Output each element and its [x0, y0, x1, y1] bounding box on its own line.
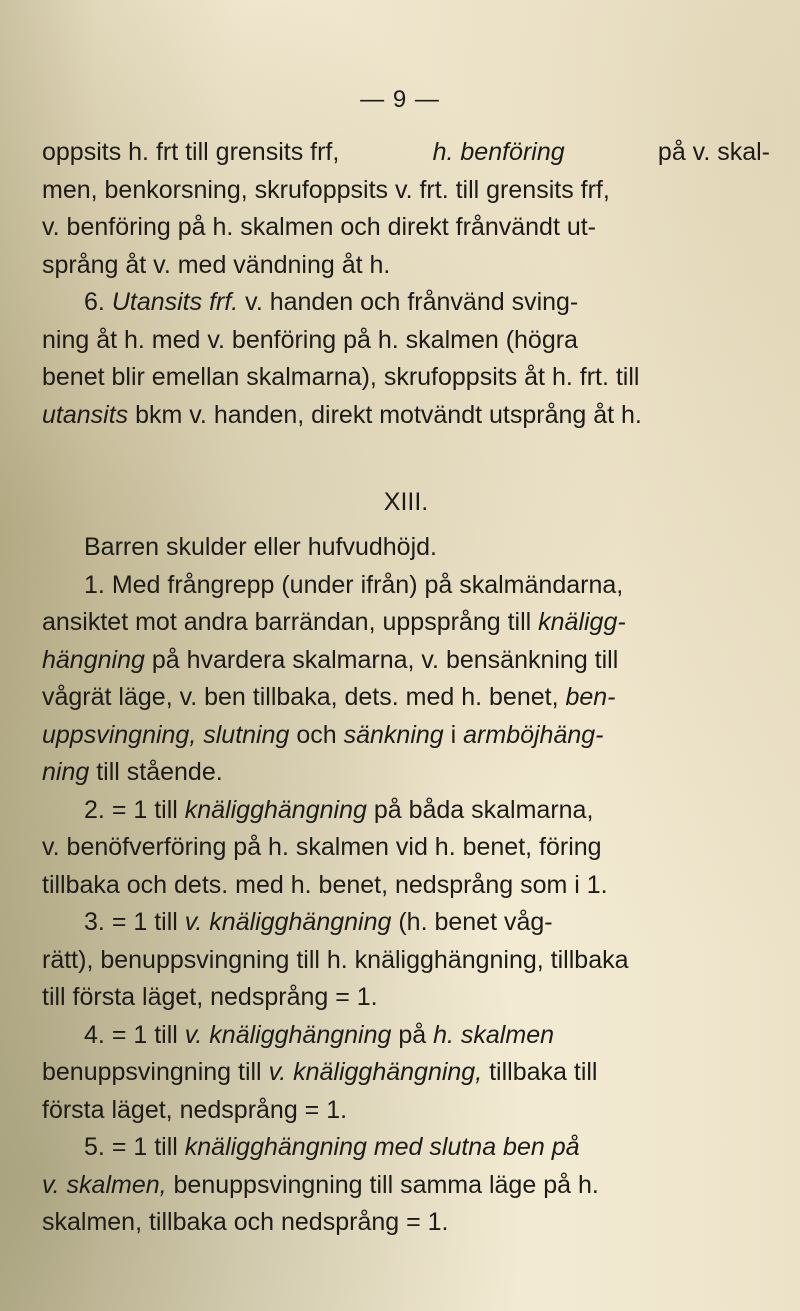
page-body [42, 134, 770, 1242]
text-line: men, benkorsning, skrufoppsits v. frt. till grensits frf, [42, 175, 610, 204]
section-title: Barren skulder eller hufvudhöjd. [84, 533, 437, 561]
text-line: vågrät läge, v. ben tillbaka, dets. med h. benet, ben- [42, 683, 616, 711]
numbered-item-4: 4. = 1 till v. knäligghängning på h. skalmen [84, 1020, 554, 1049]
text-line: ning till stående. [42, 758, 223, 786]
text-line: tillbaka och dets. med h. benet, nedsprång som i 1. [42, 870, 608, 899]
text-line: benuppsvingning till v. knäligghängning, tillbaka till [42, 1058, 598, 1086]
text-line: v. benöfverföring på h. skalmen vid h. benet, föring [42, 833, 602, 861]
text-line: språng åt v. med vändning åt h. [42, 250, 391, 279]
numbered-item-2: 2. = 1 till knäligghängning på båda skalmarna, [84, 795, 594, 824]
text-line: benet blir emellan skalmarna), skrufoppsits åt h. frt. till [42, 363, 640, 391]
numbered-item-1: 1. Med frångrepp (under ifrån) på skalmändarna, [84, 570, 624, 599]
text-line: skalmen, tillbaka och nedsprång = 1. [42, 1208, 449, 1236]
text-line: utansits bkm v. handen, direkt motvändt utsprång åt h. [42, 400, 642, 429]
text-line: uppsvingning, slutning och sänkning i armböjhäng- [42, 720, 604, 749]
text-line: v. benföring på h. skalmen och direkt frånvändt ut- [42, 213, 597, 241]
text-line: oppsits h. frt till grensits frf, h. benföring på v. skal- [42, 138, 770, 166]
text-line: första läget, nedsprång = 1. [42, 1095, 348, 1124]
section-heading: XIII. [383, 487, 429, 516]
numbered-item-3: 3. = 1 till v. knäligghängning (h. benet våg- [84, 908, 553, 936]
text-line: rätt), benuppsvingning till h. knäligghängning, tillbaka [42, 945, 629, 974]
text-line: v. skalmen, benuppsvingning till samma läge på h. [42, 1170, 599, 1199]
text-line: ansiktet mot andra barrändan, uppsprång till knäligg- [42, 608, 626, 636]
text-line: till första läget, nedsprång = 1. [42, 983, 378, 1011]
numbered-item-6: 6. Utansits frf. v. handen och frånvänd sving- [84, 288, 579, 316]
page-number: — 9 — [360, 86, 440, 113]
numbered-item-5: 5. = 1 till knäligghängning med slutna ben på [84, 1133, 580, 1161]
text-line: ning åt h. med v. benföring på h. skalmen (högra [42, 325, 578, 354]
text-line: hängning på hvardera skalmarna, v. bensänkning till [42, 645, 619, 674]
